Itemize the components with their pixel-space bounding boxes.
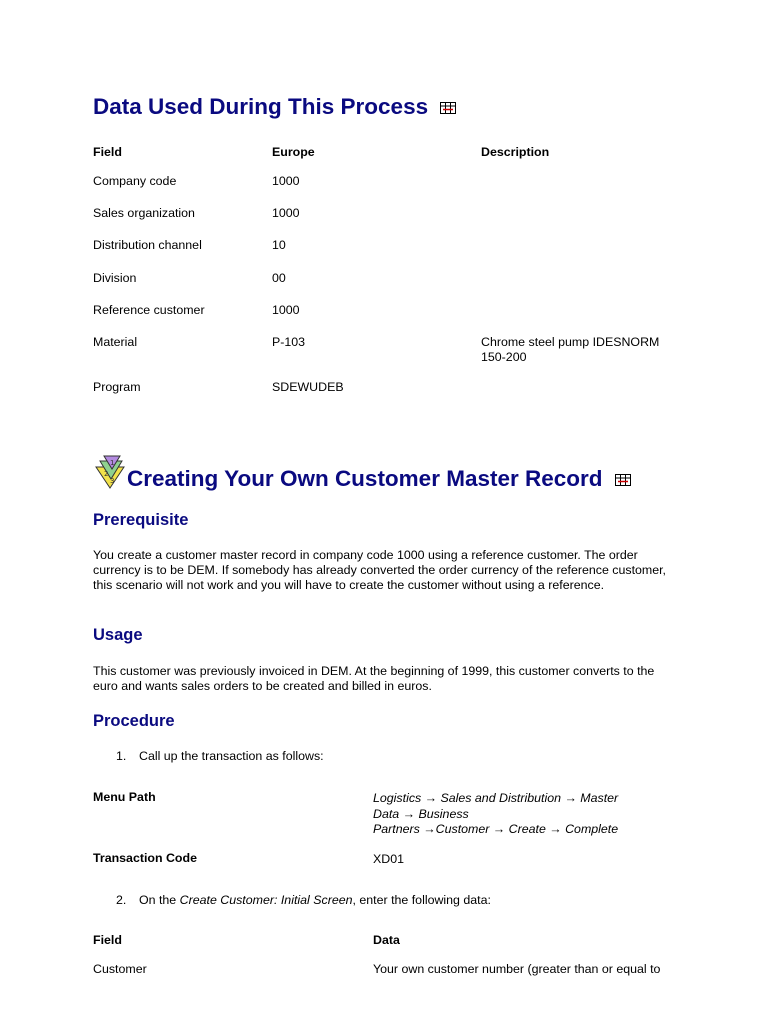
row-europe: 1000 (272, 206, 300, 220)
menu-path-line: Data → Business (373, 807, 469, 821)
row-field: Company code (93, 174, 177, 188)
svg-text:3: 3 (110, 477, 115, 485)
svg-text:2: 2 (104, 470, 109, 478)
menu-path-label: Menu Path (93, 790, 156, 804)
col-header-description: Description (481, 145, 550, 159)
prerequisite-text: You create a customer master record in company code 1000 using a reference customer. The order currency is to be DEM. If somebody has already converted the order currency of the reference customer, this scenario will not work and you will have to create the customer without using a reference. (93, 548, 666, 592)
step1-text: Call up the transaction as follows: (139, 749, 324, 763)
svg-text:1: 1 (110, 459, 115, 467)
row-field: Division (93, 271, 137, 285)
row-europe: 1000 (272, 303, 300, 317)
triangle-steps-icon (92, 455, 128, 489)
menu-path-line: Logistics → Sales and Distribution → Master (373, 791, 619, 805)
col-header-field: Field (93, 145, 122, 159)
transaction-code-label: Transaction Code (93, 851, 197, 865)
col-header-europe: Europe (272, 145, 315, 159)
section2-title: Creating Your Own Customer Master Record (127, 466, 603, 491)
row-europe: P-103 (272, 335, 306, 349)
row-description: Chrome steel pump IDESNORM 150-200 (481, 335, 660, 364)
step2-prefix: On the (139, 893, 180, 907)
section1-title: Data Used During This Process (93, 94, 429, 119)
row-field: Sales organization (93, 206, 195, 220)
row-field: Material (93, 335, 138, 349)
step1-number: 1. (116, 749, 127, 763)
usage-text: This customer was previously invoiced in DEM. At the beginning of 1999, this customer converts to the euro and wants sales orders to be created and billed in euros. (93, 664, 655, 693)
procedure-heading: Procedure (93, 712, 175, 730)
row-field: Reference customer (93, 303, 205, 317)
row-europe: SDEWUDEB (272, 380, 344, 394)
menu-path-line: Partners →Customer → Create → Complete (373, 822, 619, 836)
row-europe: 1000 (272, 174, 300, 188)
row-field: Distribution channel (93, 238, 202, 252)
prerequisite-heading: Prerequisite (93, 511, 189, 529)
step2-screen-name: Create Customer: Initial Screen (179, 893, 353, 907)
transaction-code-value: XD01 (373, 852, 404, 866)
table-link-icon[interactable] (615, 474, 631, 486)
step2-suffix: , enter the following data: (352, 893, 491, 907)
data-col-header-field: Field (93, 933, 122, 947)
step2-number: 2. (116, 893, 127, 907)
row-europe: 10 (272, 238, 286, 252)
section2-heading-row (127, 466, 631, 492)
data-col-header-data: Data (373, 933, 400, 947)
section1-heading-row (93, 94, 456, 120)
row-europe: 00 (272, 271, 286, 285)
usage-heading: Usage (93, 626, 143, 644)
table-link-icon[interactable] (440, 102, 456, 114)
row-field: Program (93, 380, 141, 394)
data-row-value: Your own customer number (greater than or equal to (373, 962, 661, 976)
data-row-field: Customer (93, 962, 147, 976)
step2-text (139, 893, 491, 908)
